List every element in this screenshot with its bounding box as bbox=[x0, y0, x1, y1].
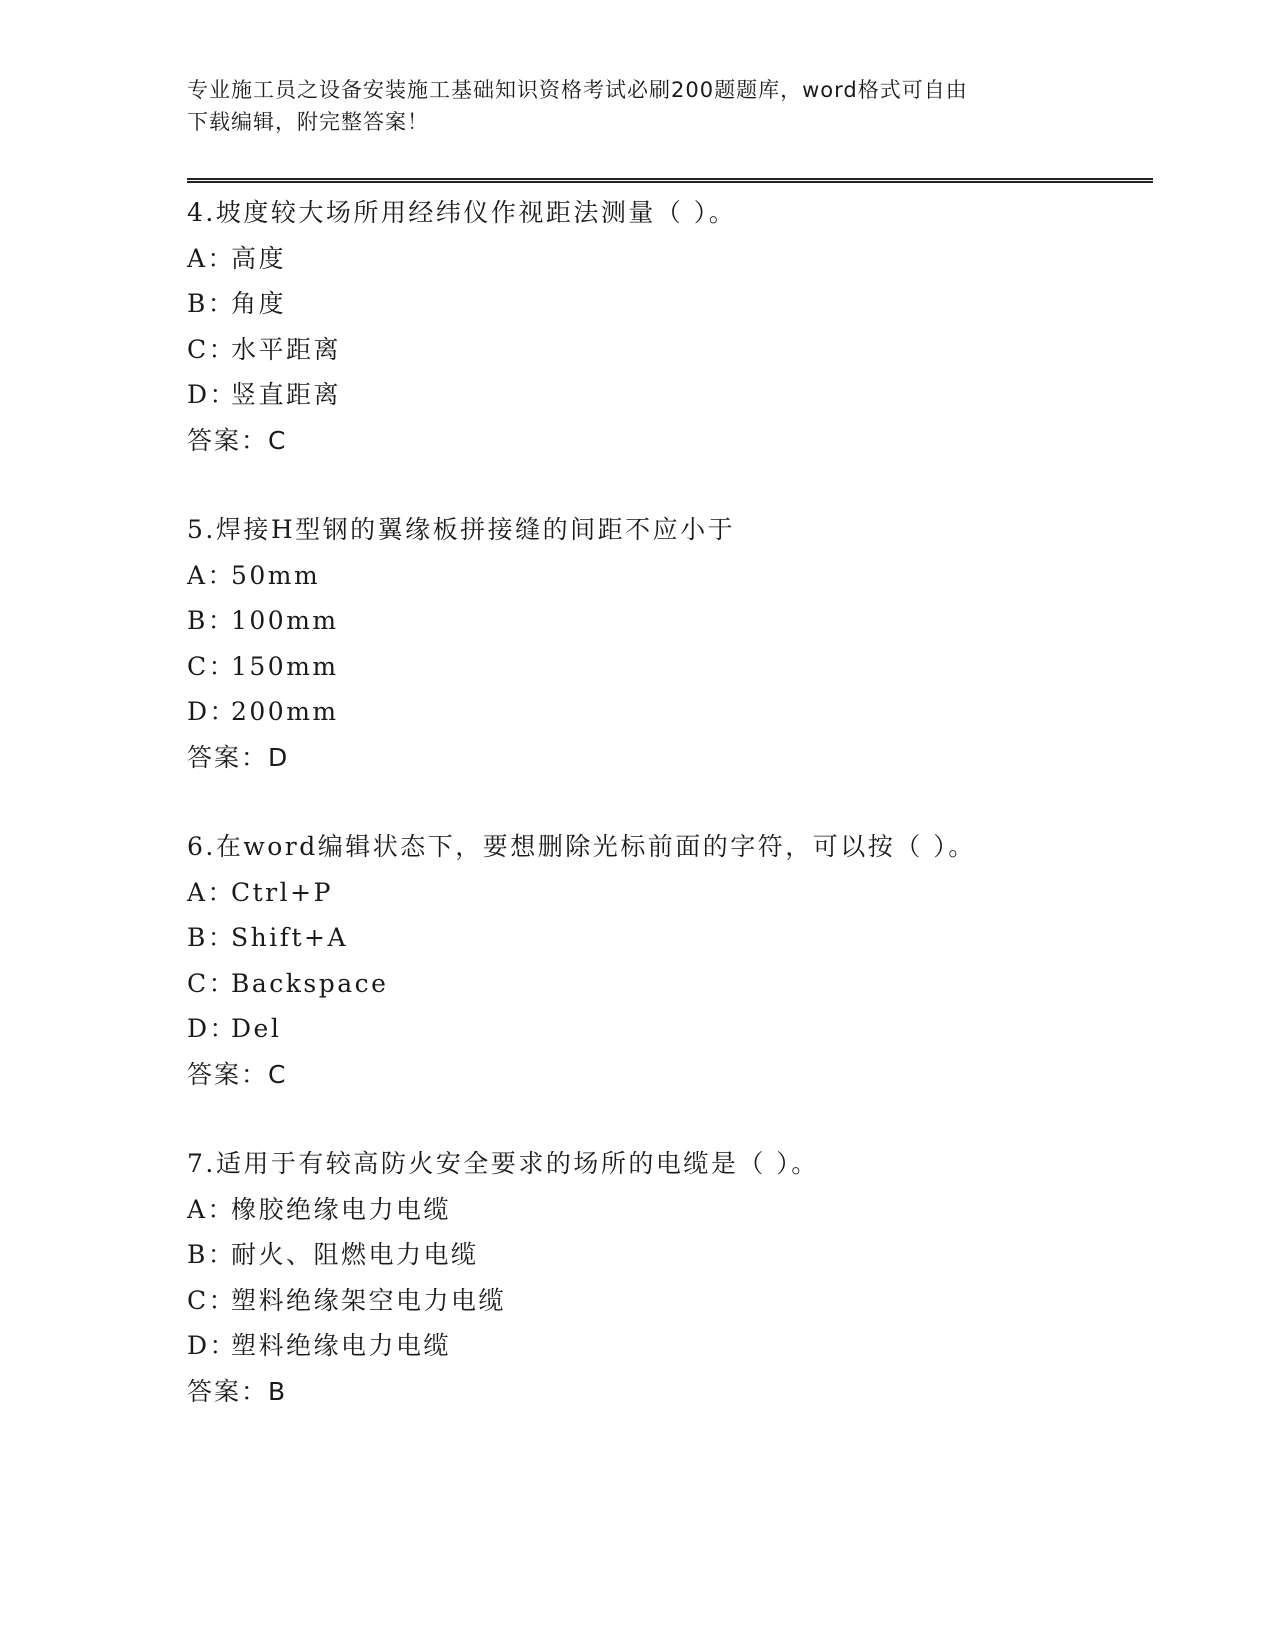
option-letter: D： bbox=[187, 380, 238, 410]
question-stem: 5.焊接H型钢的翼缘板拼接缝的间距不应小于 bbox=[187, 514, 736, 544]
option-b bbox=[187, 598, 1153, 644]
option-text: 竖直距离 bbox=[231, 380, 342, 410]
option-letter: A： bbox=[187, 877, 236, 907]
option-d bbox=[187, 372, 1153, 418]
option-text: Backspace bbox=[231, 968, 389, 998]
option-letter: C： bbox=[187, 1285, 237, 1315]
option-d bbox=[187, 1006, 1153, 1052]
document-page bbox=[187, 0, 1153, 1650]
option-text: 橡胶绝缘电力电缆 bbox=[231, 1194, 452, 1224]
option-text: 角度 bbox=[231, 289, 287, 319]
question-stem: 6.在word编辑状态下，要想删除光标前面的字符，可以按（ ）。 bbox=[187, 831, 976, 861]
option-text: 150mm bbox=[231, 651, 339, 681]
option-letter: B： bbox=[187, 923, 236, 953]
option-b bbox=[187, 1232, 1153, 1278]
option-text: 耐火、阻燃电力电缆 bbox=[231, 1240, 479, 1270]
header-double-rule bbox=[187, 178, 1153, 183]
option-letter: C： bbox=[187, 334, 237, 364]
answer-line: 答案：C bbox=[187, 425, 288, 455]
document-header bbox=[187, 74, 1067, 138]
question-list bbox=[187, 190, 1153, 1458]
option-a bbox=[187, 870, 1153, 916]
option-letter: D： bbox=[187, 697, 238, 727]
question-item bbox=[187, 190, 1153, 464]
option-c bbox=[187, 644, 1153, 690]
answer-line: 答案：C bbox=[187, 1059, 288, 1089]
option-text: Shift+A bbox=[231, 923, 349, 953]
option-a bbox=[187, 553, 1153, 599]
option-letter: A： bbox=[187, 560, 236, 590]
question-stem: 4.坡度较大场所用经纬仪作视距法测量（ ）。 bbox=[187, 198, 737, 227]
option-text: 高度 bbox=[231, 243, 287, 273]
option-letter: D： bbox=[187, 1014, 238, 1044]
option-d bbox=[187, 1323, 1153, 1369]
option-text: Ctrl+P bbox=[231, 877, 333, 907]
answer-line: 答案：D bbox=[187, 742, 290, 772]
header-line-1: 专业施工员之设备安装施工基础知识资格考试必刷200题题库，word格式可自由 bbox=[187, 78, 968, 102]
option-d bbox=[187, 689, 1153, 735]
option-letter: A： bbox=[187, 1194, 236, 1224]
option-text: 100mm bbox=[231, 606, 339, 636]
option-text: 水平距离 bbox=[231, 334, 342, 364]
option-c bbox=[187, 327, 1153, 373]
option-text: Del bbox=[231, 1014, 282, 1044]
option-text: 50mm bbox=[231, 560, 321, 590]
option-c bbox=[187, 1278, 1153, 1324]
option-letter: C： bbox=[187, 968, 237, 998]
question-stem: 7.适用于有较高防火安全要求的场所的电缆是（ ）。 bbox=[187, 1148, 819, 1178]
option-text: 塑料绝缘电力电缆 bbox=[231, 1331, 452, 1361]
question-item bbox=[187, 507, 1153, 781]
option-a bbox=[187, 236, 1153, 282]
option-letter: B： bbox=[187, 1240, 236, 1270]
question-item bbox=[187, 824, 1153, 1098]
header-line-2: 下载编辑，附完整答案！ bbox=[187, 110, 429, 134]
option-b bbox=[187, 915, 1153, 961]
answer-line: 答案：B bbox=[187, 1376, 288, 1406]
question-item bbox=[187, 1141, 1153, 1415]
option-text: 200mm bbox=[231, 697, 339, 727]
option-c bbox=[187, 961, 1153, 1007]
option-letter: B： bbox=[187, 289, 236, 319]
option-letter: C： bbox=[187, 651, 237, 681]
option-letter: B： bbox=[187, 606, 236, 636]
option-b bbox=[187, 281, 1153, 327]
option-a bbox=[187, 1187, 1153, 1233]
option-letter: A： bbox=[187, 243, 236, 273]
option-text: 塑料绝缘架空电力电缆 bbox=[231, 1285, 507, 1315]
option-letter: D： bbox=[187, 1331, 238, 1361]
